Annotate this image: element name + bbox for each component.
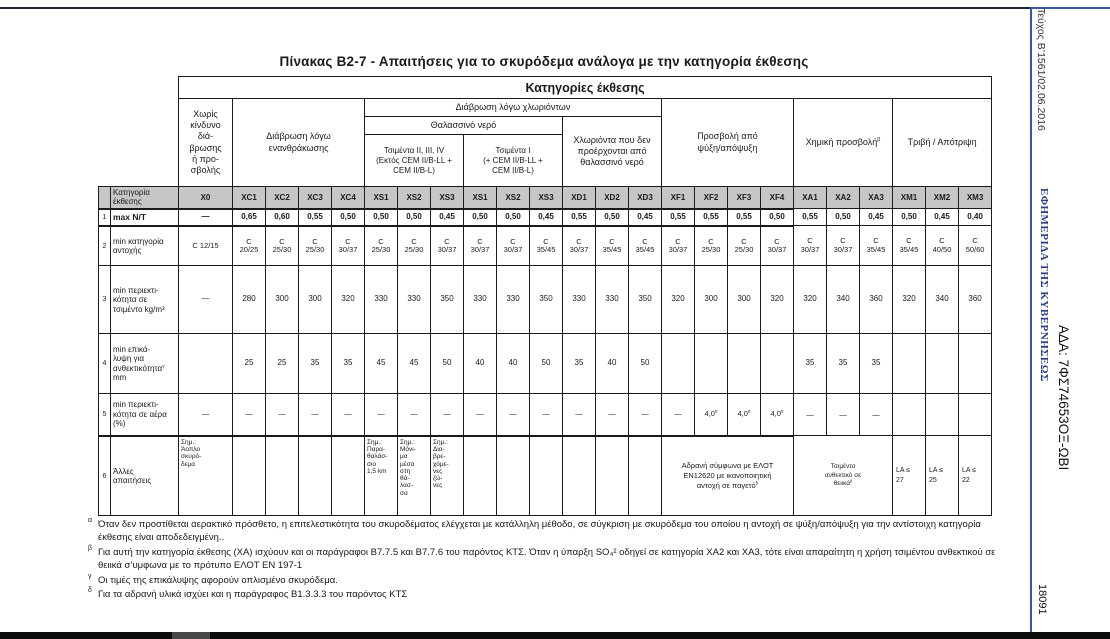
table-cell: 40 (497, 334, 530, 394)
table-cell: 0,40 (959, 209, 992, 226)
bottom-scan-notch (172, 632, 210, 639)
col-header-xf2-15: XF2 (695, 187, 728, 209)
table-cell: 320 (332, 266, 365, 334)
table-cell: C 30/37 (497, 226, 530, 266)
col-header-xm2-22: XM2 (926, 187, 959, 209)
table-cell: 0,50 (827, 209, 860, 226)
table-cell: 320 (662, 266, 695, 334)
col-header-xs3-7: XS3 (431, 187, 464, 209)
table-cell: 45 (398, 334, 431, 394)
row-label: max N/T (111, 209, 179, 226)
table-cell: C 30/37 (662, 226, 695, 266)
col-header-x0-0: X0 (179, 187, 233, 209)
table-cell: — (233, 394, 266, 436)
table-cell: 45 (365, 334, 398, 394)
footnote-text: Για τα αδρανή υλικά ισχύει και η παράγραφος Β1.3.3.3 του παρόντος ΚΤΣ (98, 589, 408, 601)
table-cell: 35 (563, 334, 596, 394)
col-header-xc1-1: XC1 (233, 187, 266, 209)
col-header-xs3-10: XS3 (530, 187, 563, 209)
table-cell: C 35/45 (893, 226, 926, 266)
table-cell: C 40/50 (926, 226, 959, 266)
row-number: 5 (99, 394, 111, 436)
col-header-xa2-19: XA2 (827, 187, 860, 209)
row-number: 4 (99, 334, 111, 394)
group-cements-ii-iii-iv: Τσιμέντα II, III, IV (Εκτός CEM II/B-LL + CEM II/B-L) (365, 135, 464, 187)
table-cell: 330 (596, 266, 629, 334)
table-cell: 300 (266, 266, 299, 334)
table-title: Πίνακας Β2-7 - Απαιτήσεις για το σκυρόδεμα ανάλογα με την κατηγορία έκθεσης (279, 54, 809, 69)
table-cell: Σημ.: Δια- βρε- χόμε- νες ζώ- νες (431, 436, 464, 516)
row-label: min κατηγορία αντοχής (111, 226, 179, 266)
table-cell (332, 436, 365, 516)
sidebar-ada-code: ΑΔΑ: 7ΦΣ74653ΟΞ-ΩΒΙ (1056, 325, 1071, 471)
table-cell: Σημ.: Άοπλο σκυρό- δεμα (179, 436, 233, 516)
table-cell (695, 334, 728, 394)
row-number (99, 187, 111, 209)
footnote-text: Όταν δεν προστίθεται αερακτικό πρόσθετο, η επιτελεστικότητα του σκυροδέματος ελέγχεται με κατάλληλη μέθοδο, σε σύγκριση με σκυρόδεμα του οποίου η αντοχή σε ψύξη/απόψυξη για την αντίστοιχη κατηγορία έκθεσης είναι αποδεδειγμένη.. (98, 519, 981, 544)
table-cell: 0,45 (926, 209, 959, 226)
table-cell: 300 (695, 266, 728, 334)
table-cell: 0,55 (794, 209, 827, 226)
table-cell: 0,55 (563, 209, 596, 226)
table-cell: 350 (431, 266, 464, 334)
col-header-xs2-6: XS2 (398, 187, 431, 209)
col-header-xs2-9: XS2 (497, 187, 530, 209)
table-cell: C 12/15 (179, 226, 233, 266)
col-header-xm1-21: XM1 (893, 187, 926, 209)
table-cell: 360 (959, 266, 992, 334)
category-row-label: Κατηγορία έκθεσης (111, 187, 179, 209)
table-cell: — (464, 394, 497, 436)
row-label: min επικά- λυψη για ανθεκτικότητα$^\gamma$ mm (111, 334, 179, 394)
table-cell: C 30/37 (827, 226, 860, 266)
table-cell: — (332, 394, 365, 436)
footnote-text: Για αυτή την κατηγορία έκθεσης (ΧΑ) ισχύουν και οι παράγραφοι Β7.7.5 και Β7.7.6 του παρόντος ΚΤΣ. Όταν η ύπαρξη SO₄² οδηγεί σε κατηγορία ΧΑ2 και ΧΑ3, τότε είναι απαραίτητη η χρήση τσιμέντου ανθεκτικού σε θειικά σ’υμφωνα με το πρότυπο ΕΛΟΤ EN 197-1 (98, 546, 996, 572)
col-header-xs1-8: XS1 (464, 187, 497, 209)
table-cell: C 30/37 (431, 226, 464, 266)
table-cell: C 25/30 (266, 226, 299, 266)
table-cell: 25 (266, 334, 299, 394)
table-cell-merged: Τσιμέντο ανθεκτικό σε θειικά$^\beta$ (794, 436, 893, 516)
col-header-xf4-17: XF4 (761, 187, 794, 209)
group-cements-i: Τσιμέντα I (+ CEM II/B-LL + CEM II/B-L) (464, 135, 563, 187)
group-carbonation: Διάβρωση λόγω ενανθράκωσης (233, 99, 365, 187)
table-cell: 35 (860, 334, 893, 394)
table-cell: — (179, 266, 233, 334)
table-cell (464, 436, 497, 516)
footnotes-block (85, 518, 1007, 603)
col-header-xs1-5: XS1 (365, 187, 398, 209)
table-cell (563, 436, 596, 516)
footnote-text: Οι τιμές της επικάλυψης αφορούν οπλισμένο σκυρόδεμα. (98, 574, 338, 586)
col-header-xf3-16: XF3 (728, 187, 761, 209)
table-cell: — (266, 394, 299, 436)
table-cell: 0,45 (530, 209, 563, 226)
table-cell: 350 (629, 266, 662, 334)
table-cell: 0,65 (233, 209, 266, 226)
table-cell: 350 (530, 266, 563, 334)
table-cell: 330 (365, 266, 398, 334)
table-cell: C 20/25 (233, 226, 266, 266)
table-cell: C 30/37 (332, 226, 365, 266)
table-cell: C 30/37 (464, 226, 497, 266)
group-freeze-thaw: Προσβολή από ψύξη/απόψυξη (662, 99, 794, 187)
sidebar-divider-line (1030, 7, 1032, 633)
table-cell: — (365, 394, 398, 436)
table-cell (662, 334, 695, 394)
table-cell: 0,55 (662, 209, 695, 226)
table-cell: 320 (893, 266, 926, 334)
table-cell: 300 (299, 266, 332, 334)
table-cell: 35 (794, 334, 827, 394)
table-cell: 0,50 (464, 209, 497, 226)
table-cell: $4,0^\alpha$ (728, 394, 761, 436)
table-cell: C 30/37 (794, 226, 827, 266)
header-spacer (99, 77, 179, 187)
table-cell: Σημ.: Παρα- θαλάσ- σιο 1,5 km (365, 436, 398, 516)
table-cell (596, 436, 629, 516)
footnote-marker: α (88, 517, 93, 524)
table-cell: 330 (398, 266, 431, 334)
table-cell: 35 (332, 334, 365, 394)
table-cell (233, 436, 266, 516)
table-cell: C 25/30 (398, 226, 431, 266)
sidebar-page-number: 18091 (1036, 584, 1048, 615)
table-cell: 0,50 (893, 209, 926, 226)
table-cell: 0,50 (596, 209, 629, 226)
table-cell: 35 (827, 334, 860, 394)
row-label: Άλλες απαιτήσεις (111, 436, 179, 516)
table-cell: — (497, 394, 530, 436)
row-number: 1 (99, 209, 111, 226)
group-chemical-attack: Χημική προσβολή$^\beta$ (794, 99, 893, 187)
footnote (85, 518, 1007, 545)
table-cell: — (860, 394, 893, 436)
group-no-corrosion-risk: Χωρίς κίνδυνο διά- βρωσης ή προ- σβολής (179, 99, 233, 187)
col-header-xf1-14: XF1 (662, 187, 695, 209)
table-cell (926, 394, 959, 436)
table-cell (893, 334, 926, 394)
table-cell: C 35/45 (596, 226, 629, 266)
table-cell: 40 (464, 334, 497, 394)
table-cell: C 35/45 (530, 226, 563, 266)
table-cell: 0,45 (860, 209, 893, 226)
table-cell (179, 334, 233, 394)
table-cell: 330 (563, 266, 596, 334)
table-cell: — (794, 394, 827, 436)
group-chloride-corrosion: Διάβρωση λόγω χλωριόντων (365, 99, 662, 117)
exposure-categories-banner: Κατηγορίες έκθεσης (179, 77, 992, 99)
row-number: 6 (99, 436, 111, 516)
table-cell: 50 (431, 334, 464, 394)
footnote (85, 574, 1007, 587)
table-cell: Σημ.: Μόνι- μα μέσα στη θά- λασ- σα (398, 436, 431, 516)
table-cell: C 35/45 (860, 226, 893, 266)
table-cell: 300 (728, 266, 761, 334)
table-cell: — (662, 394, 695, 436)
footnote-marker: γ (88, 572, 92, 580)
group-chlorides-non-seawater: Χλωριόντα που δεν προέρχονται από θαλασσινό νερό (563, 117, 662, 187)
table-cell: 50 (629, 334, 662, 394)
sidebar-gazette-title: ΕΦΗΜΕΡΙΔΑ ΤΗΣ ΚΥΒΕΡΝΗΣΕΩΣ (1038, 188, 1050, 382)
table-cell: C 30/37 (761, 226, 794, 266)
table-cell (728, 334, 761, 394)
table-cell: 0,55 (299, 209, 332, 226)
footnote-marker: β (88, 544, 93, 552)
table-cell: 360 (860, 266, 893, 334)
table-cell-merged: Αδρανή σύμφωνα με ΕΛΟΤ EN12620 με ικανοποιητική αντοχή σε παγετό$^\delta$ (662, 436, 794, 516)
table-cell: C 50/60 (959, 226, 992, 266)
table-cell: 0,50 (497, 209, 530, 226)
table-cell: LA ≤ 27 (893, 436, 926, 516)
group-seawater: Θαλασσινό νερό (365, 117, 563, 135)
table-cell (959, 394, 992, 436)
table-cell: 0,45 (629, 209, 662, 226)
table-cell: — (431, 394, 464, 436)
table-cell: C 35/45 (629, 226, 662, 266)
col-header-xm3-23: XM3 (959, 187, 992, 209)
col-header-xd1-11: XD1 (563, 187, 596, 209)
table-cell: — (299, 394, 332, 436)
table-cell: 0,55 (728, 209, 761, 226)
footnote-marker: δ (88, 587, 92, 595)
table-cell (893, 394, 926, 436)
group-abrasion: Τριβή / Απότριψη (893, 99, 992, 187)
table-cell (266, 436, 299, 516)
table-cell: — (629, 394, 662, 436)
table-cell: 50 (530, 334, 563, 394)
table-cell: 0,45 (431, 209, 464, 226)
table-cell: 0,50 (398, 209, 431, 226)
col-header-xd3-13: XD3 (629, 187, 662, 209)
table-cell: — (179, 394, 233, 436)
col-header-xc2-2: XC2 (266, 187, 299, 209)
row-number: 2 (99, 226, 111, 266)
table-cell: 0,50 (332, 209, 365, 226)
row-label: min περιεκτι- κότητα σε τσιμέντο kg/m³ (111, 266, 179, 334)
row-number: 3 (99, 266, 111, 334)
table-cell: 340 (827, 266, 860, 334)
table-cell: $4,0^\alpha$ (695, 394, 728, 436)
table-cell: C 25/30 (695, 226, 728, 266)
table-cell: C 25/30 (299, 226, 332, 266)
table-cell: C 30/37 (563, 226, 596, 266)
table-cell: 40 (596, 334, 629, 394)
col-header-xa3-20: XA3 (860, 187, 893, 209)
table-cell: 0,50 (761, 209, 794, 226)
table-cell (926, 334, 959, 394)
table-cell: LA ≤ 22 (959, 436, 992, 516)
table-cell: — (827, 394, 860, 436)
table-cell: C 25/30 (728, 226, 761, 266)
table-cell: C 25/30 (365, 226, 398, 266)
table-cell: LA ≤ 25 (926, 436, 959, 516)
table-cell: 330 (464, 266, 497, 334)
table-cell: — (563, 394, 596, 436)
footnote (85, 588, 1007, 601)
row-label: min περιεκτι- κότητα σε αέρα (%) (111, 394, 179, 436)
table-cell: 340 (926, 266, 959, 334)
table-cell: — (530, 394, 563, 436)
table-cell (530, 436, 563, 516)
table-cell: 330 (497, 266, 530, 334)
col-header-xc4-4: XC4 (332, 187, 365, 209)
table-cell: 280 (233, 266, 266, 334)
table-cell: 0,55 (695, 209, 728, 226)
table-cell: — (596, 394, 629, 436)
footnote (85, 546, 1007, 573)
table-cell: 0,60 (266, 209, 299, 226)
sidebar-issue-label: Τεύχος Β’1561/02.06.2016 (1035, 8, 1047, 131)
table-cell (629, 436, 662, 516)
table-cell (761, 334, 794, 394)
col-header-xc3-3: XC3 (299, 187, 332, 209)
top-rule (0, 7, 1031, 9)
table-cell (959, 334, 992, 394)
table-cell: 320 (761, 266, 794, 334)
table-cell: 0,50 (365, 209, 398, 226)
col-header-xd2-12: XD2 (596, 187, 629, 209)
bottom-scan-bar (0, 632, 1110, 639)
table-cell: 25 (233, 334, 266, 394)
table-cell: 320 (794, 266, 827, 334)
table-cell (497, 436, 530, 516)
table-cell (299, 436, 332, 516)
table-cell: $4,0^\alpha$ (761, 394, 794, 436)
table-cell: — (398, 394, 431, 436)
col-header-xa1-18: XA1 (794, 187, 827, 209)
concrete-requirements-table (98, 76, 992, 516)
table-cell: 35 (299, 334, 332, 394)
table-cell: — (179, 209, 233, 226)
